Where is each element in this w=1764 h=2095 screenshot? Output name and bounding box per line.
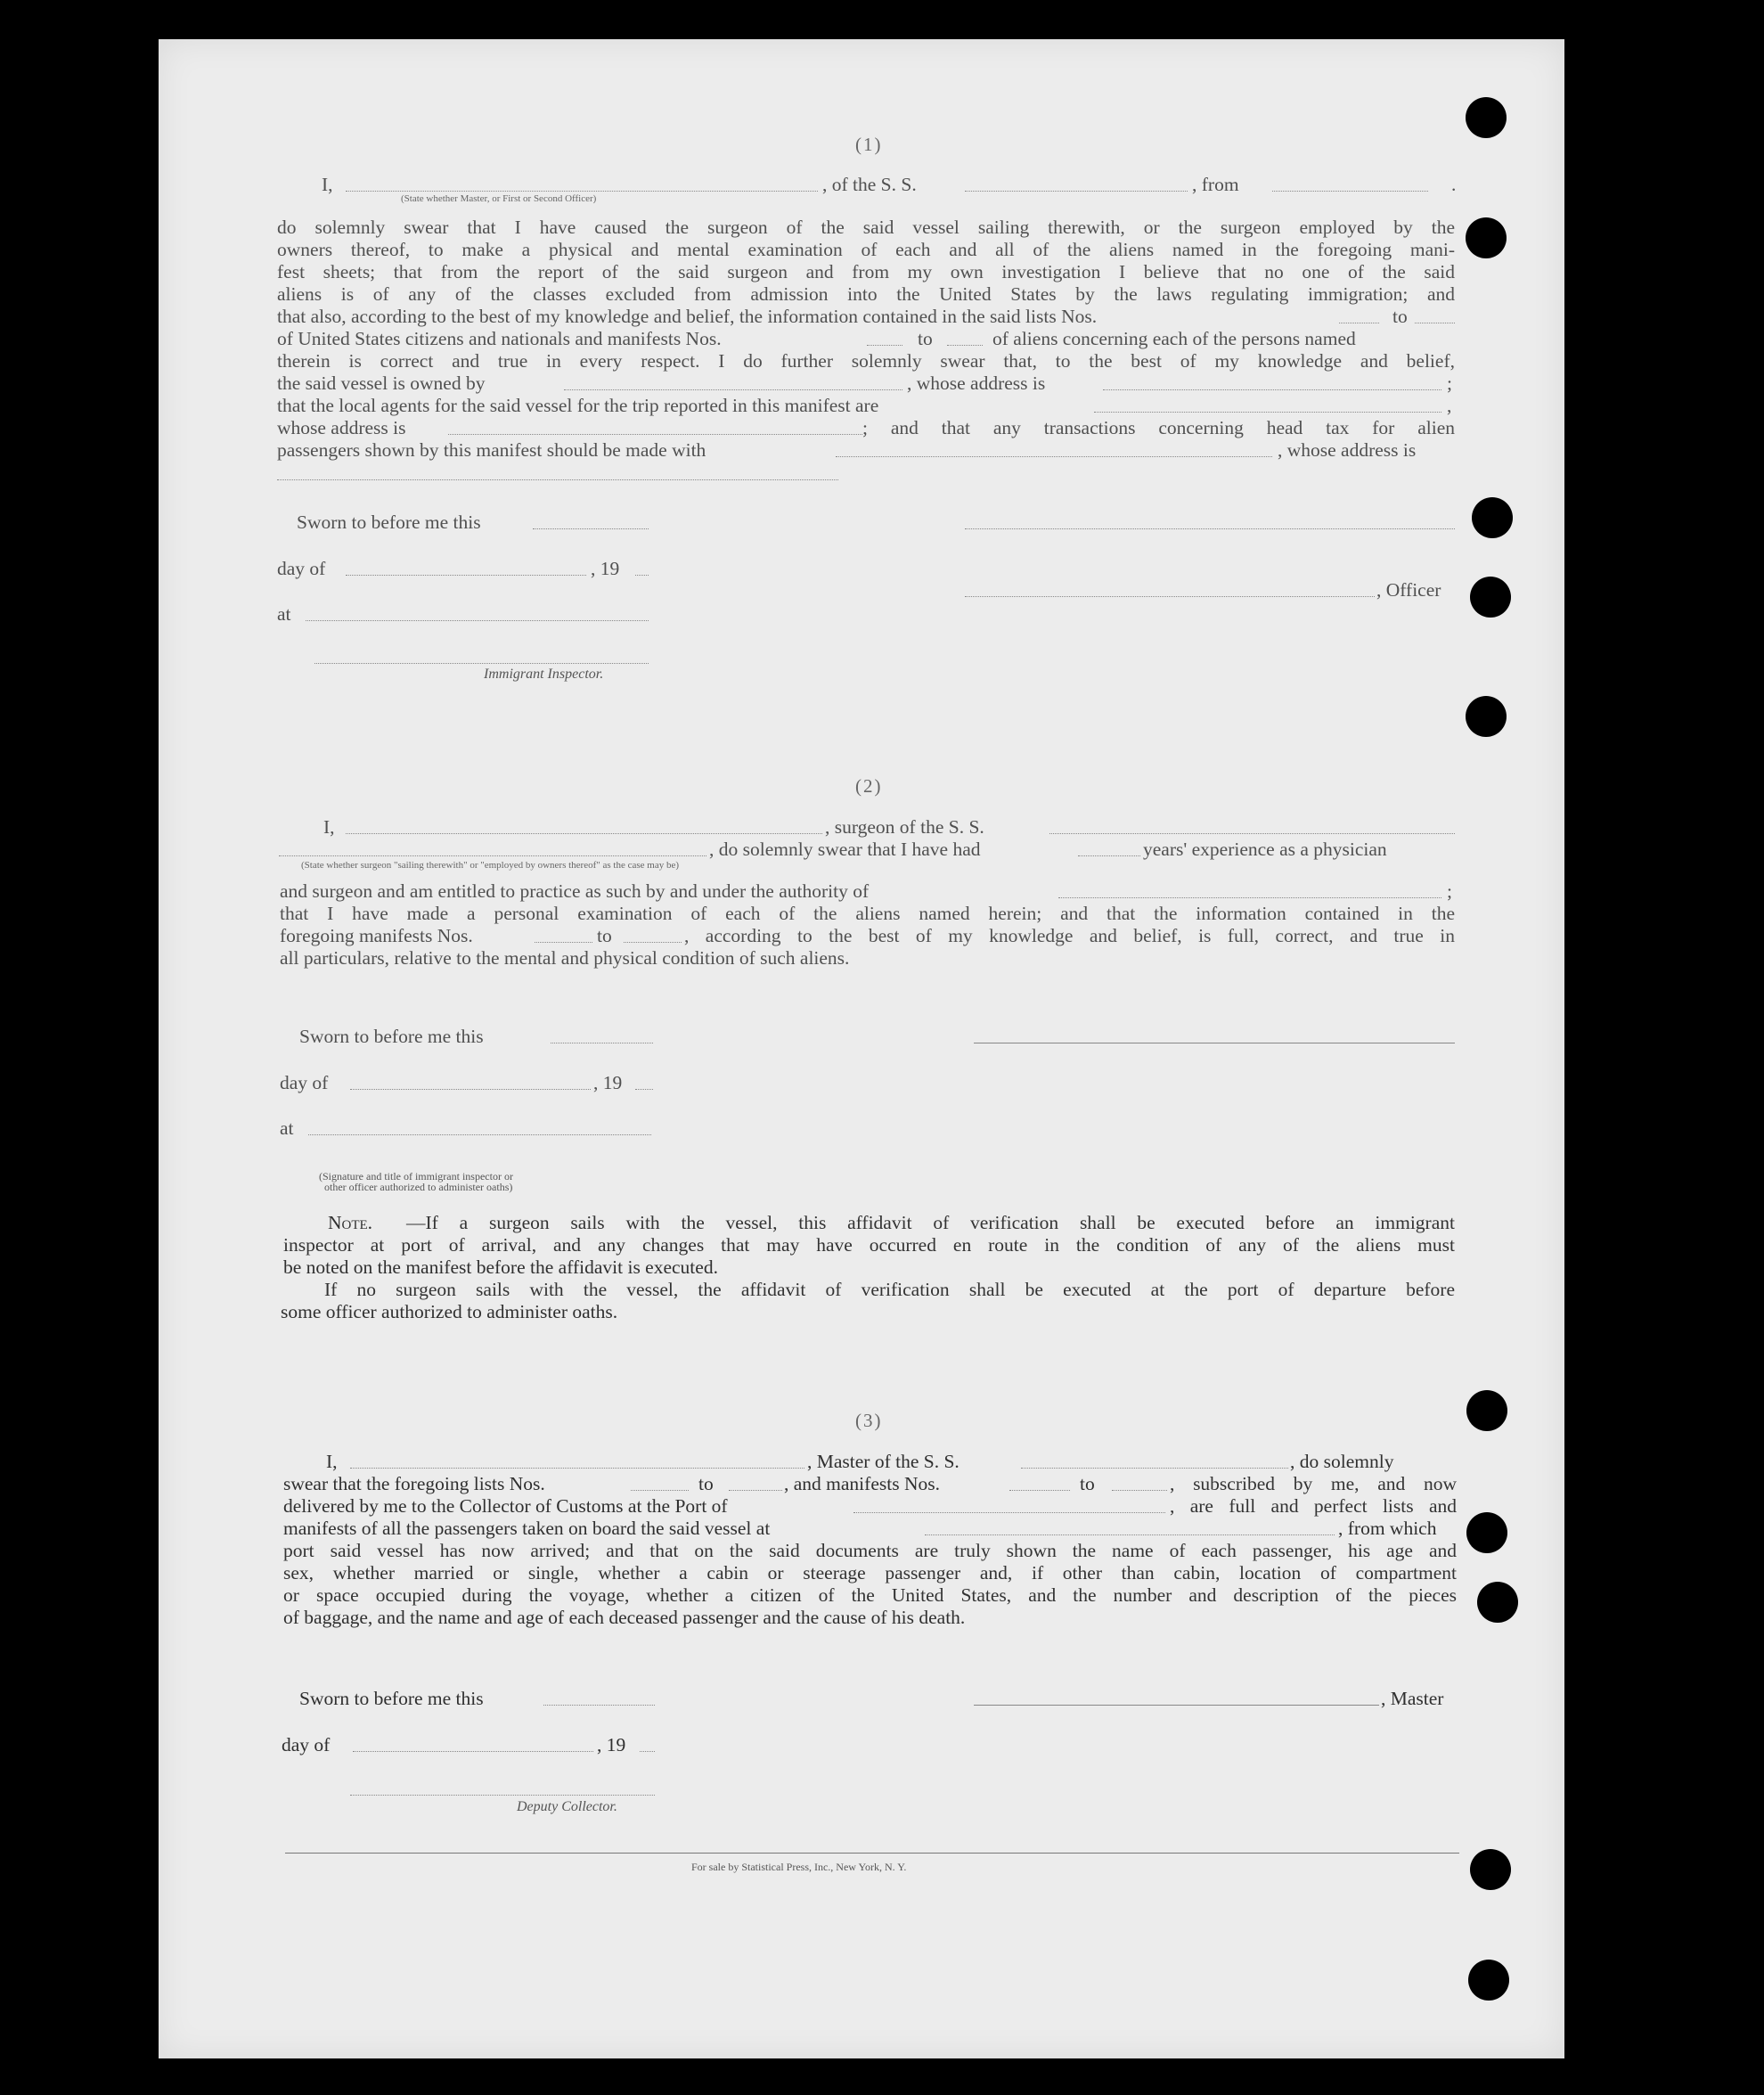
s3-line-8: of baggage, and the name and age of each deceased passenger and the cause of his death. [283,1607,966,1628]
s1-inspector-line[interactable] [314,663,649,664]
s3-year-label: , 19 [597,1734,626,1755]
s2-manifests-from-field[interactable] [535,942,592,943]
s1-line-3: fest sheets; that from the report of the said surgeon and from my own investigation I believe that no one of the said [277,261,1455,282]
s1-officer-label: , Officer [1376,579,1441,601]
section-1-number: (1) [855,134,883,155]
s2-manifests-to-field[interactable] [624,942,682,943]
s3-vessel-field[interactable] [1021,1468,1288,1469]
s1-at-field[interactable] [306,620,649,621]
document-page [159,39,1564,2058]
s3-deputy-line[interactable] [350,1795,655,1796]
s2-day-of-label: day of [280,1072,329,1093]
s2-year-label: , 19 [593,1072,623,1093]
s1-line-5b: to [1392,306,1408,327]
section-2-number: (2) [855,775,883,797]
s1-period: . [1451,174,1457,195]
s3-month-field[interactable] [353,1751,593,1752]
s1-sworn-day-field[interactable] [533,528,649,529]
s1-from-field[interactable] [1272,191,1428,192]
s2-at-label: at [280,1117,294,1139]
s3-master-signature-line[interactable] [974,1705,1379,1706]
s3-deputy-label: Deputy Collector. [517,1799,617,1814]
s1-line-4: aliens is of any of the classes excluded from admission into the United States by the laws regulating immigration; and [277,283,1455,305]
s3-line-3b: , are full and perfect lists and [1170,1495,1457,1517]
s2-capacity-field[interactable] [279,855,706,856]
s2-years-field[interactable] [1078,855,1140,856]
s1-line-8b: , whose address is [907,372,1046,394]
s1-sworn-label: Sworn to before me this [297,511,481,533]
s1-year-label: , 19 [591,558,620,579]
s2-line-2a: , do solemnly swear that I have had [709,839,981,860]
s1-officer-line[interactable] [965,596,1375,597]
s1-vessel-field[interactable] [965,191,1188,192]
s3-port-field[interactable] [853,1512,1165,1513]
s1-line-1: do solemnly swear that I have caused the surgeon of the said vessel sailing therewith, or the surgeon employed by the [277,217,1455,238]
s1-from-label: , from [1192,174,1239,195]
s1-line-11a: passengers shown by this manifest should be made with [277,439,706,461]
s3-master-sig-label: , Master [1381,1688,1444,1709]
s1-owner-address-field[interactable] [1103,389,1441,390]
s3-line-5: port said vessel has now arrived; and that on the said documents are truly shown the name of each passenger, his age and [283,1540,1457,1561]
s1-officer-field[interactable] [346,191,818,192]
s1-day-of-label: day of [277,558,326,579]
s3-manifests-from-field[interactable] [1009,1490,1070,1491]
s2-surgeon-label: , surgeon of the S. S. [825,816,984,838]
s2-month-field[interactable] [350,1089,591,1090]
s2-year-field[interactable] [635,1089,653,1090]
s1-line-5a: that also, according to the best of my knowledge and belief, the information contained in the said lists Nos. [277,306,1098,327]
s3-lists-from-field[interactable] [631,1490,689,1491]
s2-line-3b: ; [1447,880,1452,902]
s1-line-9a: that the local agents for the said vessel for the trip reported in this manifest are [277,395,879,416]
s2-sworn-label: Sworn to before me this [299,1026,484,1047]
s3-line-7: or space occupied during the voyage, whether a citizen of the United States, and the number and description of the pieces [283,1584,1457,1606]
s3-line-2e: , subscribed by me, and now [1170,1473,1457,1494]
s1-line-6a: of United States citizens and nationals and manifests Nos. [277,328,722,349]
s2-sub-note: (State whether surgeon "sailing therewith" or "employed by owners thereof" as the case may be) [301,860,680,871]
section-3-number: (3) [855,1410,883,1431]
s1-owner-field[interactable] [564,389,902,390]
s3-boarding-port-field[interactable] [925,1534,1335,1535]
s3-line-4a: manifests of all the passengers taken on board the said vessel at [283,1518,771,1539]
punch-hole [1466,1512,1507,1553]
footer-text: For sale by Statistical Press, Inc., New York, N. Y. [691,1861,907,1873]
s3-solemnly-label: , do solemnly [1290,1451,1394,1472]
s2-note-line-2: inspector at port of arrival, and any changes that may have occurred en route in the condition of any of the aliens must [283,1234,1455,1256]
s1-manifests-to-field[interactable] [947,345,983,346]
s1-line-6b: to [918,328,933,349]
s1-inspector-label: Immigrant Inspector. [484,667,604,682]
s3-line-6: sex, whether married or single, whether a cabin or steerage passenger and, if other than cabin, location of compartment [283,1562,1457,1584]
s2-line-4: that I have made a personal examination of each of the aliens named herein; and that the information contained in the [280,903,1455,924]
punch-hole [1466,696,1507,737]
s3-line-2d: to [1080,1473,1095,1494]
s3-year-field[interactable] [640,1751,655,1752]
s2-sig-note-line-2: other officer authorized to administer oaths) [324,1181,513,1193]
punch-hole [1468,1960,1509,2001]
s2-authority-field[interactable] [1058,897,1441,898]
s1-month-field[interactable] [346,575,586,576]
s3-i-label: I, [326,1451,338,1472]
s1-agents-field[interactable] [1094,412,1441,413]
punch-hole [1477,1582,1518,1623]
s2-surgeon-name-field[interactable] [346,833,822,834]
s2-line-5a: foregoing manifests Nos. [280,925,473,946]
s3-day-of-label: day of [282,1734,331,1755]
s1-manifests-from-field[interactable] [867,345,902,346]
punch-hole [1472,497,1513,538]
s2-note-line-3: be noted on the manifest before the affidavit is executed. [283,1256,718,1278]
punch-hole [1470,1849,1511,1890]
note-heading: Note. [328,1212,373,1233]
s1-i-label: I, [322,174,333,195]
s2-line-5c: , according to the best of my knowledge and belief, is full, correct, and true in [684,925,1455,946]
s1-sub-note: (State whether Master, or First or Second Officer) [401,193,597,204]
s3-master-name-field[interactable] [350,1468,804,1469]
s2-note-line-5: some officer authorized to administer oaths. [281,1301,618,1322]
s1-line-8a: the said vessel is owned by [277,372,486,394]
s1-line-10b: ; and that any transactions concerning head tax for alien [862,417,1455,438]
s3-line-2b: to [698,1473,714,1494]
s2-line-3a: and surgeon and am entitled to practice as such by and under the authority of [280,880,870,902]
punch-hole [1470,577,1511,618]
s1-line-7: therein is correct and true in every respect. I do further solemnly swear that, to the best of my knowledge and belief, [277,350,1455,372]
footer-rule [285,1853,1459,1854]
s1-line-9b: , [1447,395,1452,416]
s3-line-2a: swear that the foregoing lists Nos. [283,1473,545,1494]
s1-agents-address-field[interactable] [448,434,862,435]
s2-line-6: all particulars, relative to the mental and physical condition of such aliens. [280,947,850,969]
s2-i-label: I, [323,816,335,838]
s1-at-label: at [277,603,291,625]
s2-line-5b: to [597,925,612,946]
s3-manifests-to-field[interactable] [1112,1490,1167,1491]
s1-of-ss-label: , of the S. S. [822,174,917,195]
s1-line-6c: of aliens concerning each of the persons named [992,328,1356,349]
s1-head-tax-field[interactable] [836,456,1272,457]
s3-lists-to-field[interactable] [729,1490,782,1491]
s3-line-3a: delivered by me to the Collector of Customs at the Port of [283,1495,728,1517]
s3-sworn-label: Sworn to before me this [299,1688,484,1709]
s1-head-tax-address-field[interactable] [277,479,838,480]
s2-vessel-field[interactable] [1049,833,1455,834]
s1-line-10a: whose address is [277,417,406,438]
s3-master-label: , Master of the S. S. [807,1451,960,1472]
punch-hole [1466,97,1507,138]
s2-sig-note-line-1: (Signature and title of immigrant inspector or [319,1170,513,1183]
s1-year-field[interactable] [635,575,649,576]
s3-line-4b: , from which [1338,1518,1437,1539]
s1-signature-line[interactable] [965,528,1455,529]
s3-line-2c: , and manifests Nos. [784,1473,940,1494]
s2-note-label [328,1212,372,1234]
s1-line-2: owners thereof, to make a physical and mental examination of each and all of the aliens named in the foregoing mani- [277,239,1455,260]
punch-hole [1466,1390,1507,1431]
s2-note-line-4: If no surgeon sails with the vessel, the affidavit of verification shall be executed at the port of departure before [324,1279,1455,1300]
s3-sworn-day-field[interactable] [543,1705,655,1706]
s1-line-8c: ; [1447,372,1452,394]
s1-line-11b: , whose address is [1278,439,1417,461]
punch-hole [1466,217,1507,258]
s2-note-line-1: —If a surgeon sails with the vessel, this affidavit of verification shall be executed before an immigrant [406,1212,1455,1233]
s2-line-2b: years' experience as a physician [1143,839,1387,860]
s2-at-field[interactable] [308,1134,651,1135]
s2-sig-note [319,1171,513,1192]
